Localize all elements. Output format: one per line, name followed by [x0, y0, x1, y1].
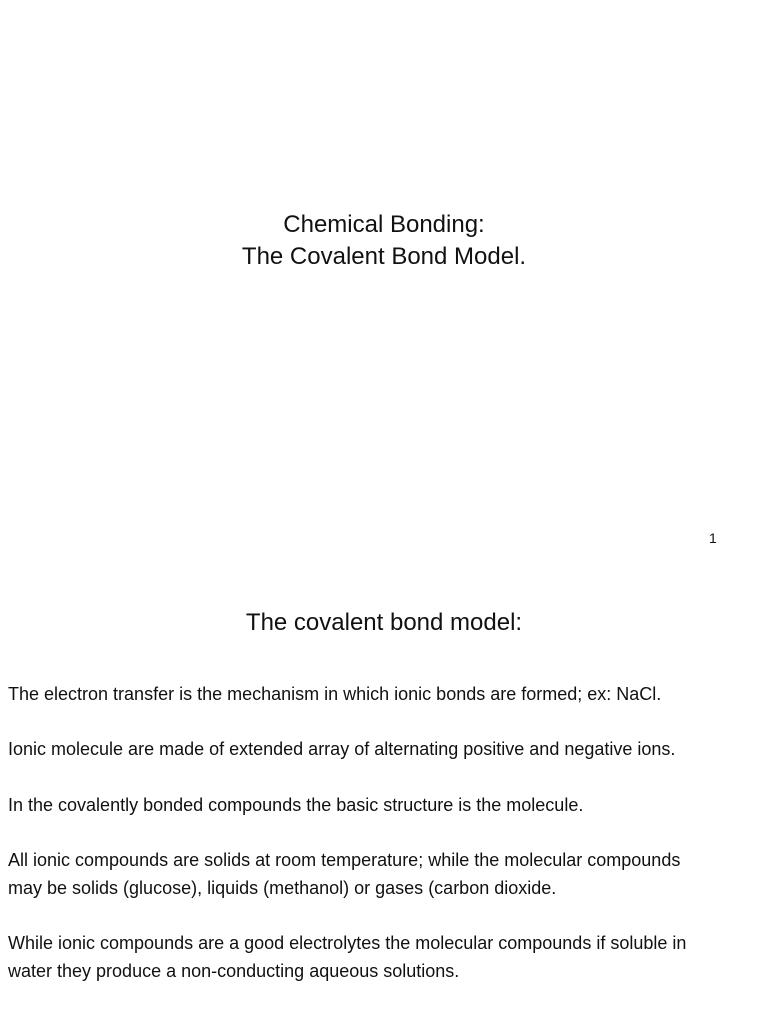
slide-title-line-2: The Covalent Bond Model.: [241, 243, 527, 270]
paragraph-line: The electron transfer is the mechanism in which ionic bonds are formed; ex: NaCl.: [8, 684, 662, 704]
paragraph-line: All ionic compounds are solids at room temperature; while the molecular compounds: [8, 850, 681, 870]
paragraph-covalent-structure: [8, 791, 753, 819]
paragraph-line: In the covalently bonded compounds the basic structure is the molecule.: [8, 795, 584, 815]
paragraph-line: Ionic molecule are made of extended array of alternating positive and negative ions.: [8, 739, 676, 759]
paragraph-line: may be solids (glucose), liquids (methanol) or gases (carbon dioxide.: [8, 878, 557, 898]
slide-title: [0, 209, 768, 273]
paragraph-states-of-matter: [8, 846, 753, 902]
slide-page-2: [0, 560, 768, 1024]
paragraph-ionic-molecule: [8, 735, 753, 763]
paragraph-electron-transfer: [8, 680, 753, 708]
paragraph-line: water they produce a non-conducting aqueous solutions.: [8, 961, 460, 981]
paragraph-line: While ionic compounds are a good electrolytes the molecular compounds if soluble in: [8, 933, 687, 953]
section-heading: The covalent bond model:: [245, 609, 523, 636]
slide-title-line-1: Chemical Bonding:: [283, 211, 485, 238]
page-number: 1: [709, 530, 717, 546]
paragraph-electrolytes: [8, 929, 753, 985]
